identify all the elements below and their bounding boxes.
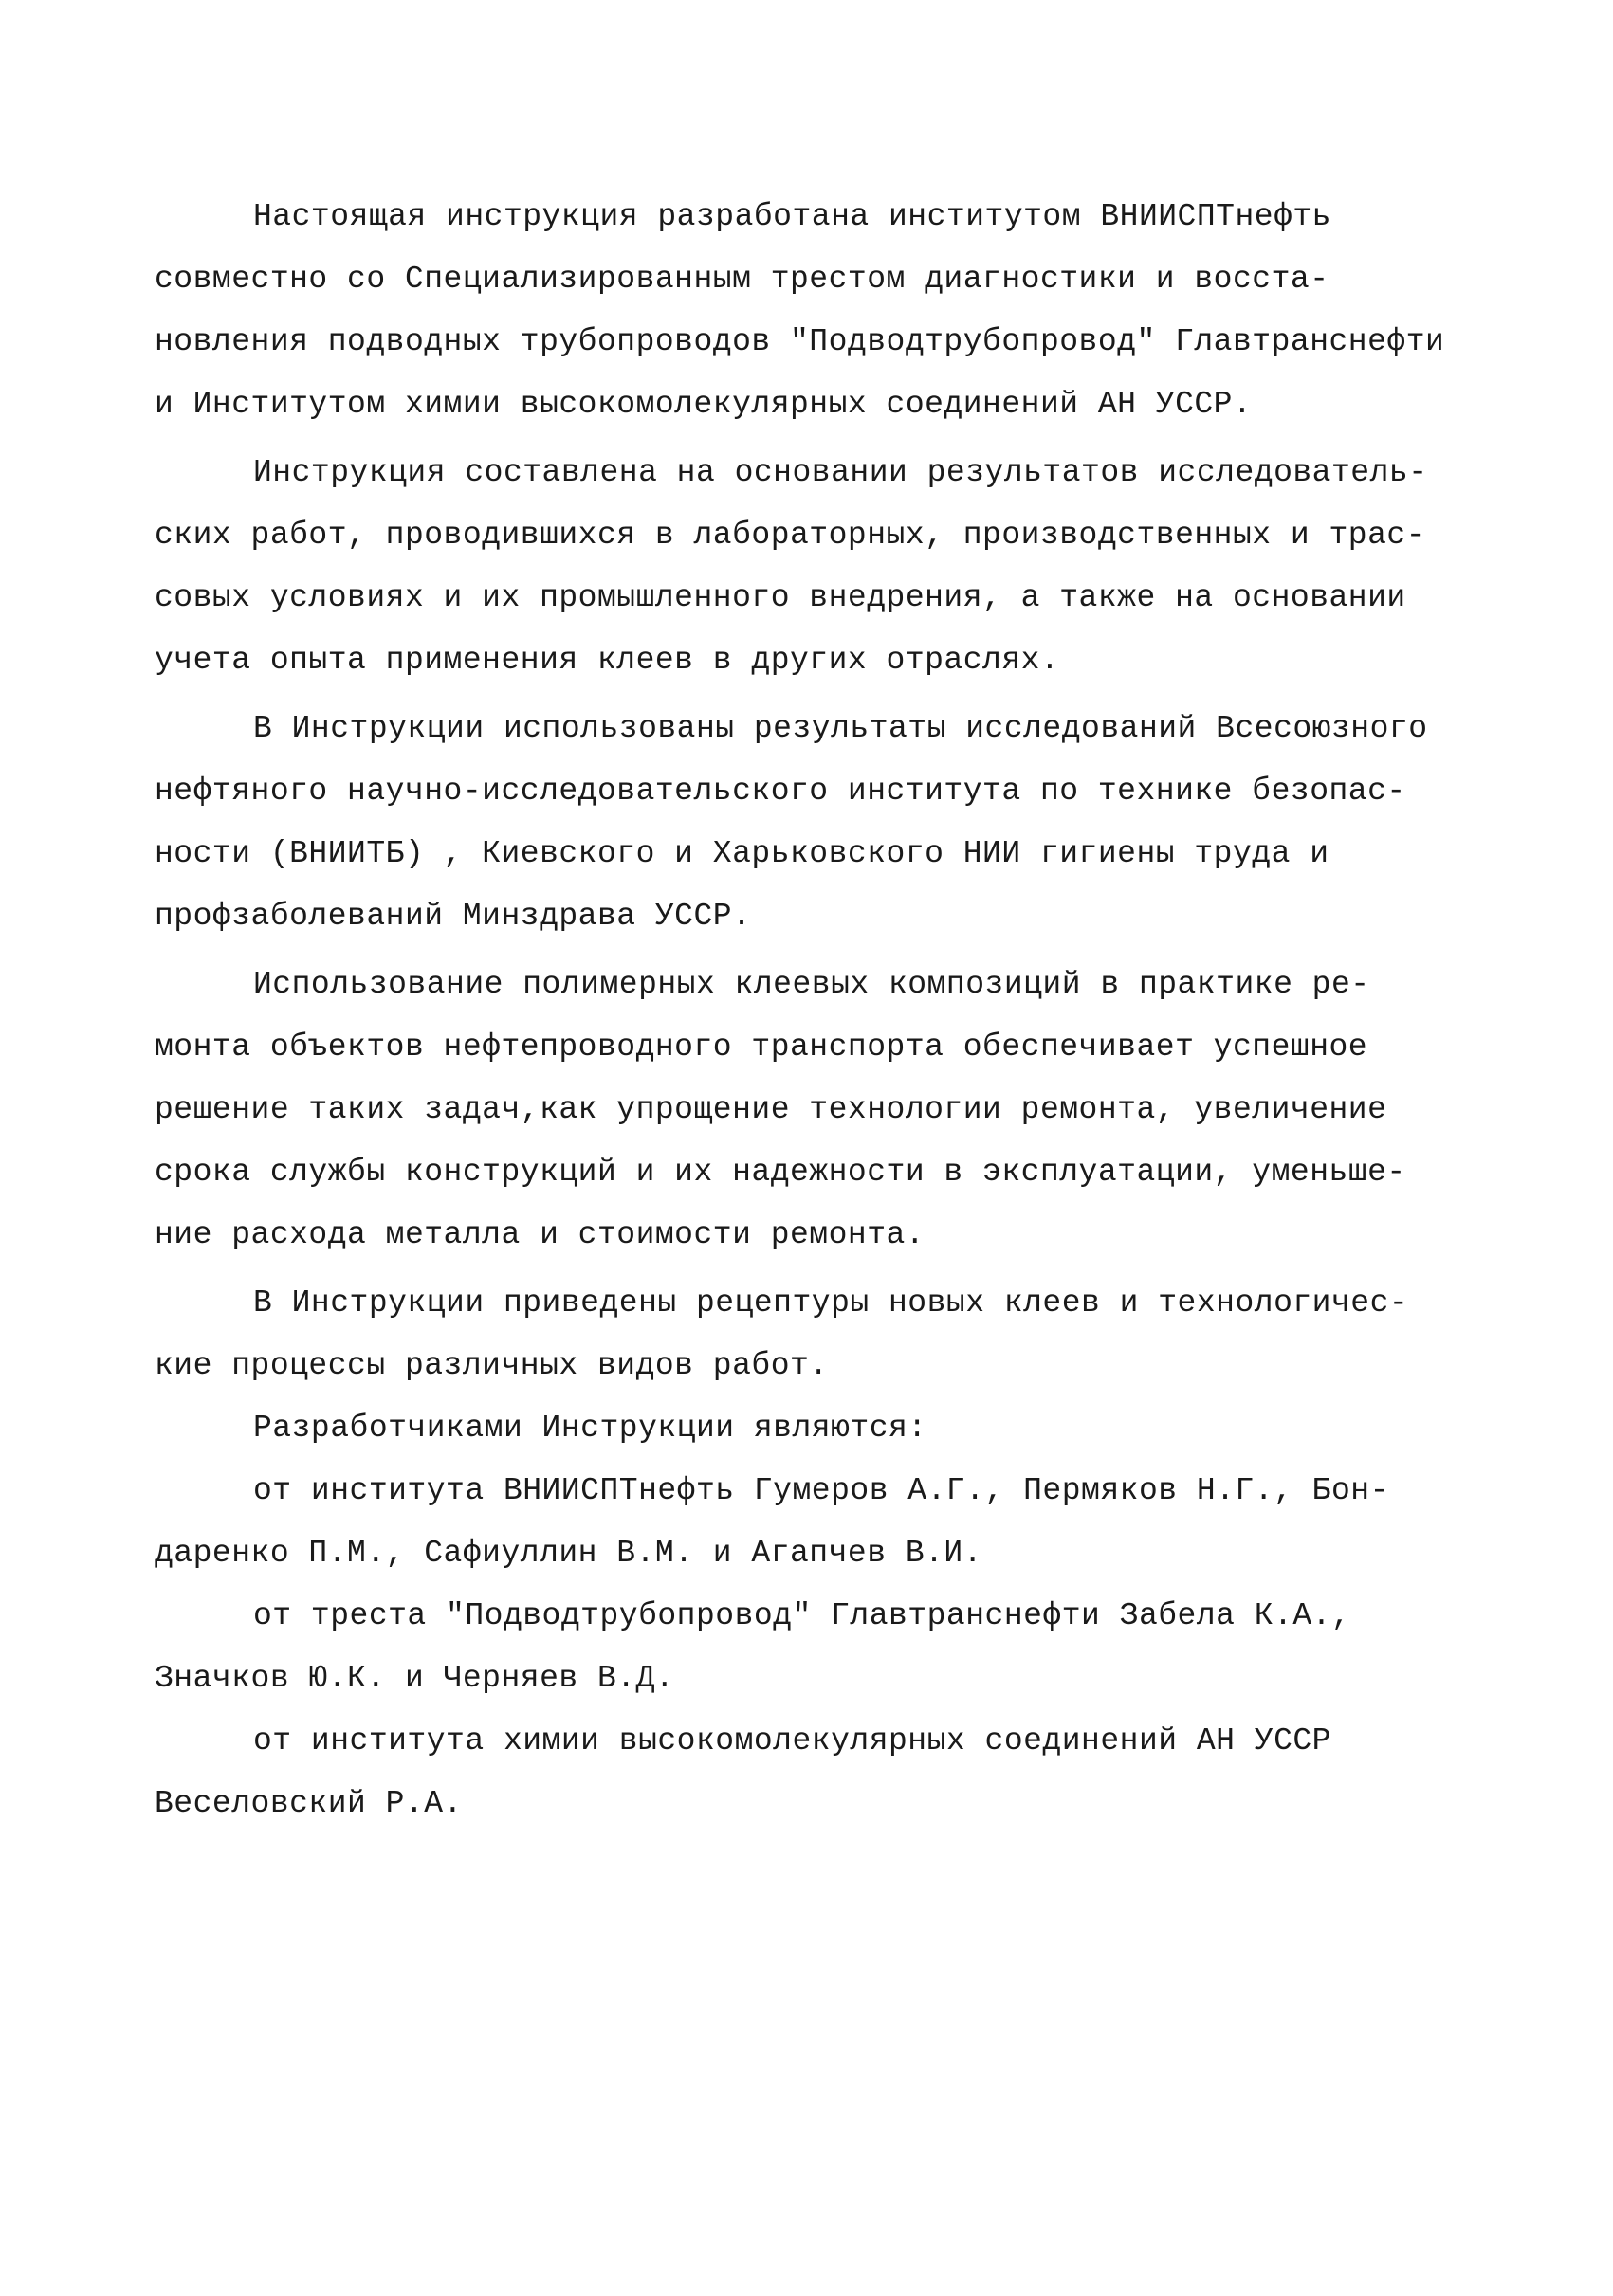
text-line: решение таких задач,как упрощение технологии ремонта, увеличение — [155, 1092, 1387, 1127]
text-line: В Инструкции использованы результаты исследований Всесоюзного — [253, 711, 1428, 746]
paragraph-polymer-use — [155, 954, 1449, 1266]
text-line: и Институтом химии высокомолекулярных соединений АН УССР. — [155, 387, 1253, 422]
paragraph-basis — [155, 442, 1449, 692]
text-line: Инструкция составлена на основании результатов исследователь- — [253, 455, 1428, 490]
paragraph-authors-institute — [155, 1710, 1449, 1835]
text-line: Веселовский Р.А. — [155, 1786, 463, 1821]
text-line: ности (ВНИИТБ) , Киевского и Харьковского НИИ гигиены труда и — [155, 836, 1329, 871]
text-line: нефтяного научно-исследовательского института по технике безопас- — [155, 774, 1406, 809]
text-line: В Инструкции приведены рецептуры новых клеев и технологичес- — [253, 1285, 1409, 1321]
text-line: Разработчиками Инструкции являются: — [253, 1411, 927, 1446]
paragraph-research-results — [155, 698, 1449, 948]
text-line: Значков Ю.К. и Черняев В.Д. — [155, 1661, 675, 1696]
text-line: кие процессы различных видов работ. — [155, 1348, 829, 1383]
text-line: учета опыта применения клеев в других отраслях. — [155, 643, 1060, 678]
text-line: Настоящая инструкция разработана институтом ВНИИСПТнефть — [253, 199, 1331, 234]
text-line: даренко П.М., Сафиуллин В.М. и Агапчев В.И. — [155, 1536, 983, 1571]
paragraph-developers-intro — [155, 186, 1449, 436]
paragraph-authors-trust — [155, 1585, 1449, 1710]
text-line: от института химии высокомолекулярных соединений АН УССР — [253, 1723, 1331, 1758]
text-line: монта объектов нефтепроводного транспорта обеспечивает успешное — [155, 1030, 1368, 1065]
text-line: совместно со Специализированным трестом диагностики и восста- — [155, 262, 1329, 297]
text-line: ских работ, проводившихся в лабораторных, производственных и трас- — [155, 518, 1426, 553]
text-line: ние расхода металла и стоимости ремонта. — [155, 1217, 926, 1252]
text-line: срока службы конструкций и их надежности в эксплуатации, уменьше- — [155, 1155, 1406, 1190]
paragraph-recipes — [155, 1272, 1449, 1397]
document-body — [155, 186, 1449, 1835]
text-line: профзаболеваний Минздрава УССР. — [155, 899, 752, 934]
paragraph-authors-heading — [155, 1397, 1449, 1460]
text-line: Использование полимерных клеевых композиций в практике ре- — [253, 967, 1370, 1002]
text-line: новления подводных трубопроводов "Подводтрубопровод" Главтранснефти — [155, 324, 1445, 359]
text-line: совых условиях и их промышленного внедрения, а также на основании — [155, 580, 1406, 615]
paragraph-authors-vniispt — [155, 1460, 1449, 1585]
text-line: от треста "Подводтрубопровод" Главтранснефти Забела К.А., — [253, 1598, 1351, 1633]
text-line: от института ВНИИСПТнефть Гумеров А.Г., Пермяков Н.Г., Бон- — [253, 1473, 1389, 1508]
